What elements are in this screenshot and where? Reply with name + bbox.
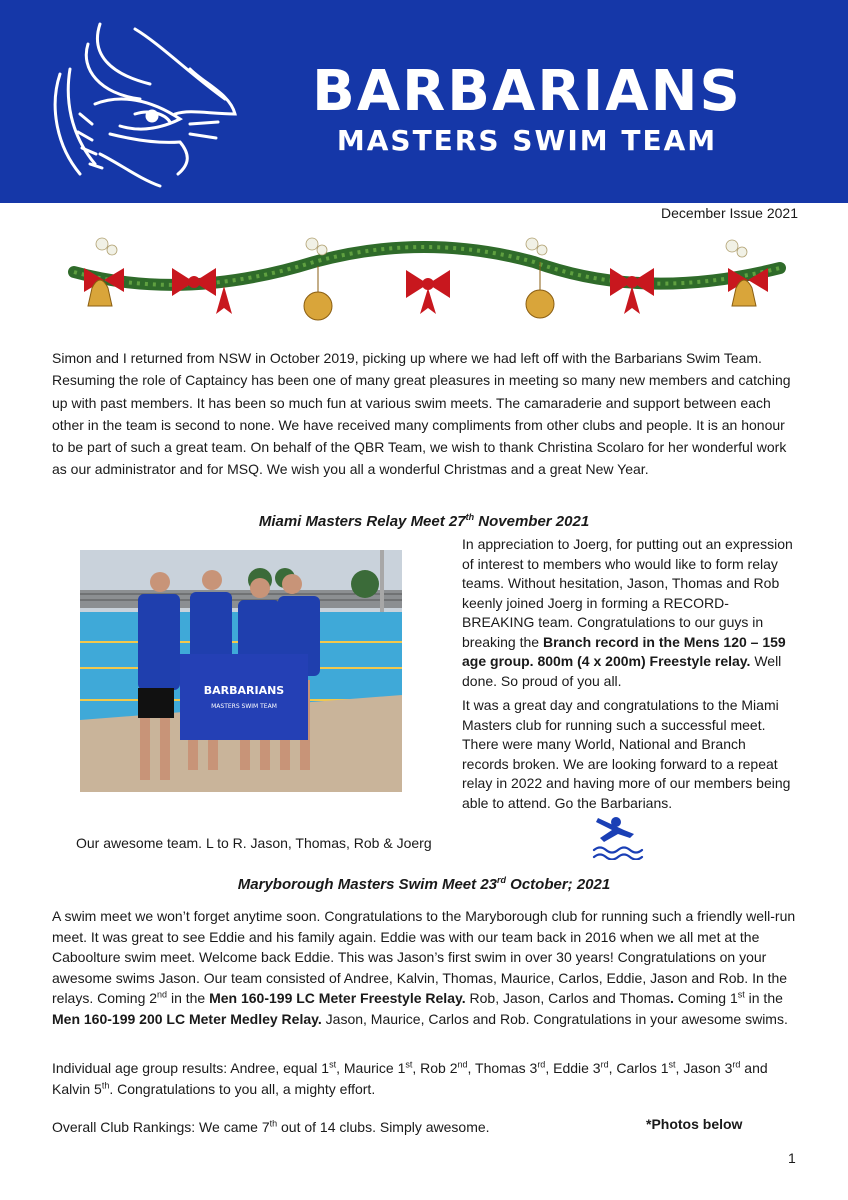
- issue-date: December Issue 2021: [661, 205, 798, 221]
- results-paragraph: Individual age group results: Andree, equal 1st, Maurice 1st, Rob 2nd, Thomas 3rd, Eddie 3rd, Carlos 1st, Jason 3rd and Kalvin 5th. Congratulations to you all, a mighty effort.: [52, 1059, 768, 1097]
- dragon-head-icon: [40, 14, 240, 192]
- result-item: $^{st}$, Jason 3: [668, 1059, 733, 1076]
- team-photo-image: [80, 550, 402, 792]
- result-item: $^{st}$, Maurice 1: [329, 1059, 406, 1076]
- result-item: $^{rd}$, Eddie 3: [537, 1059, 601, 1076]
- miami-heading: Miami Masters Relay Meet 27th November 2021: [258, 512, 590, 530]
- flag-title: BARBARIANS: [203, 684, 285, 697]
- header-banner: [0, 0, 848, 203]
- miami-paragraph-1: In appreciation to Joerg, for putting out an expression of interest to members who would like to form relay teams. Without hesitation, Jason, Thomas and Rob keenly joined Joerg in forming a RECORD-BREAKING team. Congratulations to our guys in breaking the Branch record in the Mens 120 – 159 age group. 800m (4 x 200m) Freestyle relay. Well done. So proud of you all.: [462, 536, 793, 689]
- team-subtitle: MASTERS SWIM TEAM: [336, 124, 718, 157]
- brand-block: [262, 59, 792, 157]
- club-rankings: Overall Club Rankings: We came 7th out of 14 clubs. Simply awesome.: [52, 1118, 490, 1135]
- result-item: $^{th}$. Congratulations to you all, a mighty effort.: [101, 1079, 376, 1097]
- result-item: $^{rd}$ and Kalvin 5: [52, 1059, 768, 1097]
- maryborough-paragraph: A swim meet we won’t forget anytime soon. Congratulations to the Maryborough club for running such a friendly well-run meet. It was great to see Eddie and his family again. Eddie was with our team back in 2016 when we all met at the Caboolture swim meet. Welcome back Eddie. This was Jason’s first swim in over 30 years! Congratulations on your awesome swims Jason. Our team consisted of Andree, Kalvin, Thomas, Maurice, Carlos, Eddie, Jason and Rob. In the relays. Coming 2nd in the Men 160-199 LC Meter Freestyle Relay. Rob, Jason, Carlos and Thomas. Coming 1st in the Men 160-199 200 LC Meter Medley Relay. Jason, Maurice, Carlos and Rob. Congratulations in your awesome swims.: [52, 908, 796, 1027]
- result-item: $^{st}$, Rob 2: [405, 1059, 458, 1076]
- swimmer-icon: [590, 812, 648, 860]
- miami-paragraph-2: It was a great day and congratulations to the Miami Masters club for running such a successful meet. There were many World, National and Branch records broken. We are looking forward to a repeat relay in 2022 and having more of our members being able to attend. Go the Barbarians.: [462, 697, 791, 811]
- page-number: 1: [788, 1150, 796, 1166]
- photos-below-note: *Photos below: [646, 1116, 743, 1132]
- christmas-garland-image: [64, 232, 790, 328]
- intro-paragraph: Simon and I returned from NSW in October 2019, picking up where we had left off with the Barbarians Swim Team. Resuming the role of Captaincy has been one of many great pleasures in meeting so many new members and catching up with past members. It has been so much fun at various swim meets. The camaraderie and support between each other in the team is second to none. We have received many compliments from other clubs and people. It is an honour to be part of such a great team. On behalf of the QBR Team, we wish to thank Christina Scolaro for her wonderful work as our administrator and for MSQ. We wish you all a wonderful Christmas and a great New Year.: [52, 350, 791, 478]
- team-title: BARBARIANS: [312, 59, 742, 124]
- result-item: $^{rd}$, Carlos 1: [600, 1059, 669, 1076]
- maryborough-heading: Maryborough Masters Swim Meet 23rd October; 2021: [237, 875, 611, 893]
- result-item: $^{nd}$, Thomas 3: [457, 1059, 538, 1076]
- photo-caption: Our awesome team. L to R. Jason, Thomas, Rob & Joerg: [76, 835, 432, 851]
- flag-subtitle: MASTERS SWIM TEAM: [211, 703, 277, 710]
- team-photo: [80, 550, 402, 792]
